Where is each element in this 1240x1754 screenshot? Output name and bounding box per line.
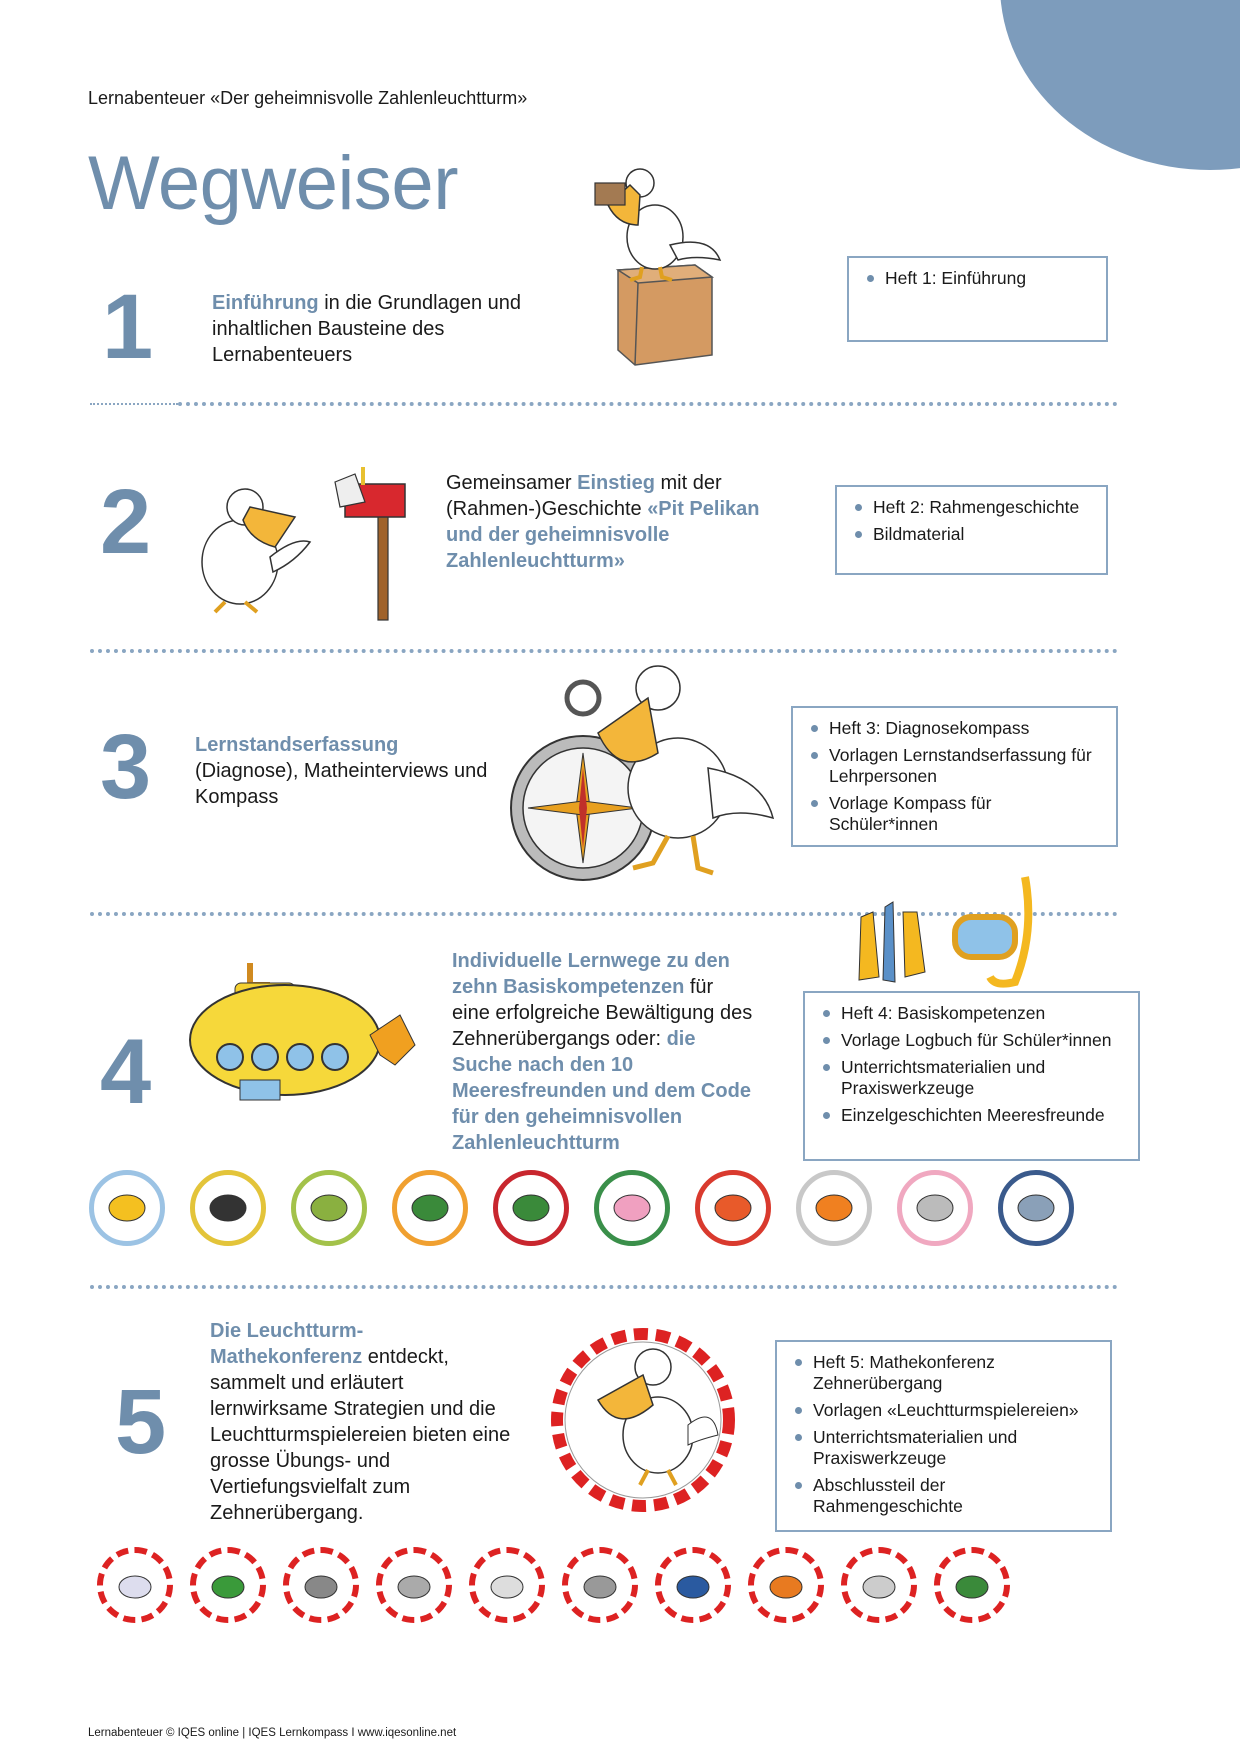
section-2-story-title: und der geheimnisvolle bbox=[446, 524, 670, 546]
section-4-keyword: Suche nach den 10 bbox=[452, 1054, 634, 1076]
sea-creature-icon bbox=[710, 1188, 756, 1228]
document-header: Lernabenteuer «Der geheimnisvolle Zahlenleuchtturm» bbox=[88, 88, 528, 108]
sea-friend-badge bbox=[695, 1170, 771, 1246]
section-5-text-line: grosse Übungs- und bbox=[210, 1450, 391, 1472]
section-1-number: 1 bbox=[102, 276, 154, 378]
section-1-materials-box bbox=[847, 256, 1108, 342]
lighthouse-animal-badge bbox=[376, 1547, 452, 1623]
section-1-text bbox=[212, 290, 572, 368]
section-2-number: 2 bbox=[100, 471, 152, 573]
animal-icon bbox=[578, 1565, 622, 1605]
material-item: Vorlagen «Leuchtturmspielereien» bbox=[793, 1400, 1098, 1421]
lighthouse-animal-badge bbox=[748, 1547, 824, 1623]
sea-creature-icon bbox=[205, 1188, 251, 1228]
section-2-materials-box bbox=[835, 485, 1108, 575]
animal-icon bbox=[857, 1565, 901, 1605]
sea-friend-badge bbox=[594, 1170, 670, 1246]
separator-2 bbox=[90, 649, 1118, 653]
section-5-keyword: Mathekonferenz bbox=[210, 1346, 363, 1368]
section-4-materials-box bbox=[803, 991, 1140, 1161]
material-item: Vorlagen Lernstandserfassung für Lehrpersonen bbox=[809, 745, 1104, 787]
section-2-text-line: (Rahmen-)Geschichte bbox=[446, 498, 648, 520]
lighthouse-animal-badge bbox=[469, 1547, 545, 1623]
diving-gear-illustration bbox=[855, 872, 1055, 987]
section-4-keyword: die bbox=[666, 1028, 696, 1050]
section-4-keyword: Zahlenleuchtturm bbox=[452, 1132, 620, 1154]
lighthouse-animal-badge bbox=[841, 1547, 917, 1623]
section-4-number: 4 bbox=[100, 1021, 152, 1123]
material-item: Heft 5: Mathekonferenz Zehnerübergang bbox=[793, 1352, 1098, 1394]
section-2-story-title: «Pit Pelikan bbox=[647, 498, 760, 520]
separator-4 bbox=[90, 1285, 1118, 1289]
section-4-keyword: zehn Basiskompetenzen bbox=[452, 976, 685, 998]
section-2-text bbox=[446, 470, 786, 574]
pelican-mailbox-illustration bbox=[185, 462, 415, 622]
material-item: Vorlage Kompass für Schüler*innen bbox=[809, 793, 1104, 835]
animal-icon bbox=[299, 1565, 343, 1605]
section-1-text-line: in die Grundlagen und bbox=[318, 292, 522, 314]
sea-creature-icon bbox=[508, 1188, 554, 1228]
sea-friend-badge bbox=[897, 1170, 973, 1246]
animal-icon bbox=[392, 1565, 436, 1605]
material-item: Bildmaterial bbox=[853, 524, 1094, 545]
section-4-keyword: Individuelle Lernwege zu den bbox=[452, 950, 730, 972]
sea-friend-badge bbox=[291, 1170, 367, 1246]
sea-friend-badge bbox=[998, 1170, 1074, 1246]
material-item: Heft 1: Einführung bbox=[865, 268, 1094, 289]
section-2-story-title: Zahlenleuchtturm» bbox=[446, 550, 625, 572]
material-item: Vorlage Logbuch für Schüler*innen bbox=[821, 1030, 1126, 1051]
lighthouse-animal-badge bbox=[562, 1547, 638, 1623]
section-3-text-line: (Diagnose), Matheinterviews und bbox=[195, 760, 488, 782]
material-item: Unterrichtsmaterialien und Praxiswerkzeuge bbox=[793, 1427, 1098, 1469]
section-4-text-line: für bbox=[684, 976, 714, 998]
lighthouse-animal-badge bbox=[655, 1547, 731, 1623]
section-4-keyword: für den geheimnisvollen bbox=[452, 1106, 683, 1128]
lighthouse-animal-badge bbox=[97, 1547, 173, 1623]
sea-creature-icon bbox=[104, 1188, 150, 1228]
section-3-keyword: Lernstandserfassung bbox=[195, 734, 399, 756]
material-item: Heft 4: Basiskompetenzen bbox=[821, 1003, 1126, 1024]
section-4-text-line: eine erfolgreiche Bewältigung des bbox=[452, 1002, 753, 1024]
sea-friend-badge bbox=[190, 1170, 266, 1246]
pelican-compass-illustration bbox=[508, 668, 778, 893]
section-5-text-line: Zehnerübergang. bbox=[210, 1502, 364, 1524]
section-5-keyword: Die Leuchtturm- bbox=[210, 1320, 364, 1342]
section-5-materials-box bbox=[775, 1340, 1112, 1532]
sea-creature-icon bbox=[811, 1188, 857, 1228]
material-item: Abschlussteil der Rahmengeschichte bbox=[793, 1475, 1098, 1517]
lighthouse-animal-badge bbox=[283, 1547, 359, 1623]
section-2-text-line: Gemeinsamer bbox=[446, 472, 578, 494]
section-3-text-line: Kompass bbox=[195, 786, 279, 808]
material-item: Heft 2: Rahmengeschichte bbox=[853, 497, 1094, 518]
section-3-number: 3 bbox=[100, 716, 152, 818]
sea-friend-badge bbox=[392, 1170, 468, 1246]
material-item: Heft 3: Diagnosekompass bbox=[809, 718, 1104, 739]
separator-1 bbox=[178, 402, 1118, 406]
section-5-text-line: Leuchtturmspielereien bieten eine bbox=[210, 1424, 511, 1446]
separator-short bbox=[90, 403, 178, 405]
sea-friend-badge bbox=[89, 1170, 165, 1246]
sea-creature-icon bbox=[912, 1188, 958, 1228]
animal-icon bbox=[485, 1565, 529, 1605]
section-1-keyword: Einführung bbox=[212, 292, 319, 314]
page-title: Wegweiser bbox=[88, 141, 459, 226]
sea-creature-icon bbox=[1013, 1188, 1059, 1228]
sea-creature-icon bbox=[306, 1188, 352, 1228]
sea-creature-icon bbox=[407, 1188, 453, 1228]
section-3-materials-box bbox=[791, 706, 1118, 847]
lighthouse-animal-badge bbox=[934, 1547, 1010, 1623]
section-4-text-line: Zehnerübergangs oder: bbox=[452, 1028, 667, 1050]
section-2-keyword: Einstieg bbox=[577, 472, 655, 494]
section-5-text-line: sammelt und erläutert bbox=[210, 1372, 404, 1394]
page-footer: Lernabenteuer © IQES online | IQES Lernkompass I www.iqesonline.net bbox=[88, 1727, 457, 1739]
sea-friend-badge bbox=[796, 1170, 872, 1246]
section-5-text bbox=[210, 1318, 540, 1526]
material-item: Einzelgeschichten Meeresfreunde bbox=[821, 1105, 1126, 1126]
lighthouse-animal-badge bbox=[190, 1547, 266, 1623]
pelican-lifebuoy-illustration bbox=[548, 1325, 738, 1515]
section-4-keyword: Meeresfreunden und dem Code bbox=[452, 1080, 751, 1102]
sea-friend-badge bbox=[493, 1170, 569, 1246]
section-1-text-line: Lernabenteuers bbox=[212, 344, 353, 366]
section-4-text bbox=[452, 948, 812, 1156]
section-5-text-line: entdeckt, bbox=[362, 1346, 449, 1368]
section-5-text-line: lernwirksame Strategien und die bbox=[210, 1398, 496, 1420]
section-1-text-line: inhaltlichen Bausteine des bbox=[212, 318, 445, 340]
section-2-text-line: mit der bbox=[654, 472, 722, 494]
pelican-on-box-illustration bbox=[600, 165, 740, 365]
animal-icon bbox=[206, 1565, 250, 1605]
section-5-number: 5 bbox=[115, 1371, 167, 1473]
material-item: Unterrichtsmaterialien und Praxiswerkzeuge bbox=[821, 1057, 1126, 1099]
animal-icon bbox=[950, 1565, 994, 1605]
corner-decoration bbox=[1000, 0, 1240, 170]
animal-icon bbox=[671, 1565, 715, 1605]
section-5-text-line: Vertiefungsvielfalt zum bbox=[210, 1476, 411, 1498]
submarine-illustration bbox=[190, 955, 420, 1105]
sea-creature-icon bbox=[609, 1188, 655, 1228]
animal-icon bbox=[764, 1565, 808, 1605]
animal-icon bbox=[113, 1565, 157, 1605]
section-3-text bbox=[195, 732, 525, 810]
